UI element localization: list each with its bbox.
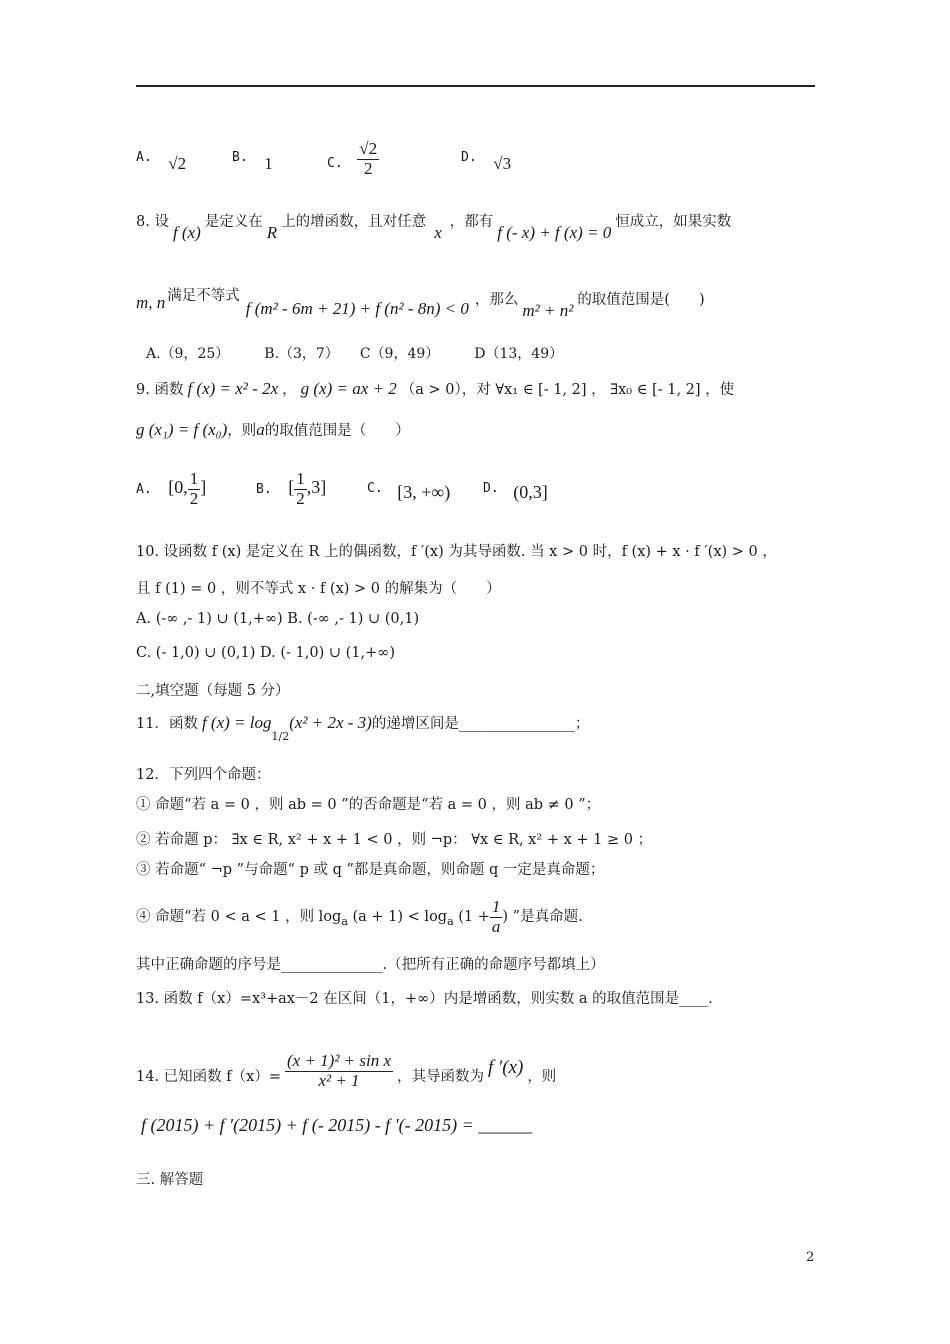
q12-statement-1: ① 命题“若 a = 0 ，则 ab = 0 ”的否命题是“若 a = 0 ，则 ab ≠ 0 ”； bbox=[136, 797, 601, 813]
q7-option-a: A. √2 bbox=[136, 150, 187, 173]
q9-option-a: A. [0, $\frac{1}{2}$ ] bbox=[136, 469, 207, 508]
q11: 11．函数 f $(x) = \log_{1/2}(x^2 + 2x - 3)$的递增区间是________________； bbox=[136, 713, 590, 743]
q12-statement-2: ② 若命题 p： ∃x ∈ R, x² + x + 1 < 0 ，则 ¬p： ∀x ∈ R, x² + x + 1 ≥ 0 ； bbox=[136, 832, 653, 848]
section-2-heading: 二,填空题（每题 5 分） bbox=[136, 683, 290, 699]
q11-answer-blank[interactable]: ________________ bbox=[458, 716, 575, 732]
q9-line-2: g (x₁) = f (x₀)，则a的取值范围是（ ） bbox=[136, 420, 410, 439]
q13: 13. 函数 f（x）=x³+ax－2 在区间（1，+∞）内是增函数，则实数 a 的取值范围是____. bbox=[136, 991, 713, 1007]
q10-line-2: 且 f (1) = 0 ，则不等式 x · f (x) > 0 的解集为（ ） bbox=[136, 581, 501, 597]
q8-line-1: 8. 设f (x)是定义在R上的增函数，且对任意x，都有f (- x) + f (x) = 0恒成立，如果实数 bbox=[136, 214, 732, 242]
q9-option-b: B. [ $\frac{1}{2}$ ,3] bbox=[256, 469, 327, 508]
page-number: 2 bbox=[806, 1250, 815, 1265]
q12-statement-3: ③ 若命题“ ¬p ”与命题“ p 或 q ”都是真命题，则命题 q 一定是真命题； bbox=[136, 862, 605, 878]
q12-answer-line: 其中正确命题的序号是______________.（把所有正确的命题序号都填上） bbox=[136, 957, 605, 973]
header-rule bbox=[136, 85, 815, 87]
q10-options-2: C. (- 1,0) ∪ (0,1) D. (- 1,0) ∪ (1,+∞) bbox=[136, 645, 395, 661]
q8-line-2: m, n 满足不等式f (m² - 6m + 21) + f (n² - 8n) < 0 ，那么m² + n²的取值范围是( ) bbox=[136, 288, 705, 320]
q10-line-1: 10. 设函数 f (x) 是定义在 R 上的偶函数，f ′(x) 为其导函数. 当 x > 0 时，f (x) + x · f ′(x) > 0 ， bbox=[136, 544, 777, 560]
q10-options-1: A. (-∞ ,- 1) ∪ (1,+∞) B. (-∞ ,- 1) ∪ (0,1) bbox=[136, 611, 420, 627]
q9-line-1: 9. 函数 f (x) = x² - 2x ， g (x) = ax + 2 （a > 0），对 ∀x₁ ∈ [- 1, 2] ， ∃x₀ ∈ [- 1, 2] ，使 bbox=[136, 379, 735, 398]
q14-line-1: 14. 已知函数 f（x）= $\frac{\text{(x + 1)² + sin x}}{\text{x² + 1}}$ ，其导函数为 f ′(x) ，则 bbox=[136, 1051, 557, 1090]
q9-option-c: C. [3, +∞) bbox=[367, 481, 451, 502]
q12-statement-4: ④ 命题“若 0 < a < 1 ，则 $\log_a (a + 1) < \log_a (1$ + $\frac{1}{a}$ ) ”是真命题. bbox=[136, 897, 583, 936]
q7-option-c: C. $\frac{√2}{2}$ bbox=[327, 139, 378, 178]
q9-option-d: D. (0,3] bbox=[483, 481, 548, 502]
q12-title: 12．下列四个命题： bbox=[136, 767, 271, 783]
section-3-heading: 三. 解答题 bbox=[136, 1172, 204, 1188]
q14-line-2: f (2015) + f ′(2015) + f (- 2015) - f ′(- 2015) = ______ bbox=[141, 1115, 533, 1135]
q7-option-d: D. √3 bbox=[461, 150, 512, 173]
q8-options: A.（9，25） B.（3，7） C（9，49） D（13，49） bbox=[146, 346, 564, 362]
q7-option-b: B. 1 bbox=[232, 150, 273, 173]
q12-answer-blank[interactable]: ______________ bbox=[281, 957, 383, 973]
